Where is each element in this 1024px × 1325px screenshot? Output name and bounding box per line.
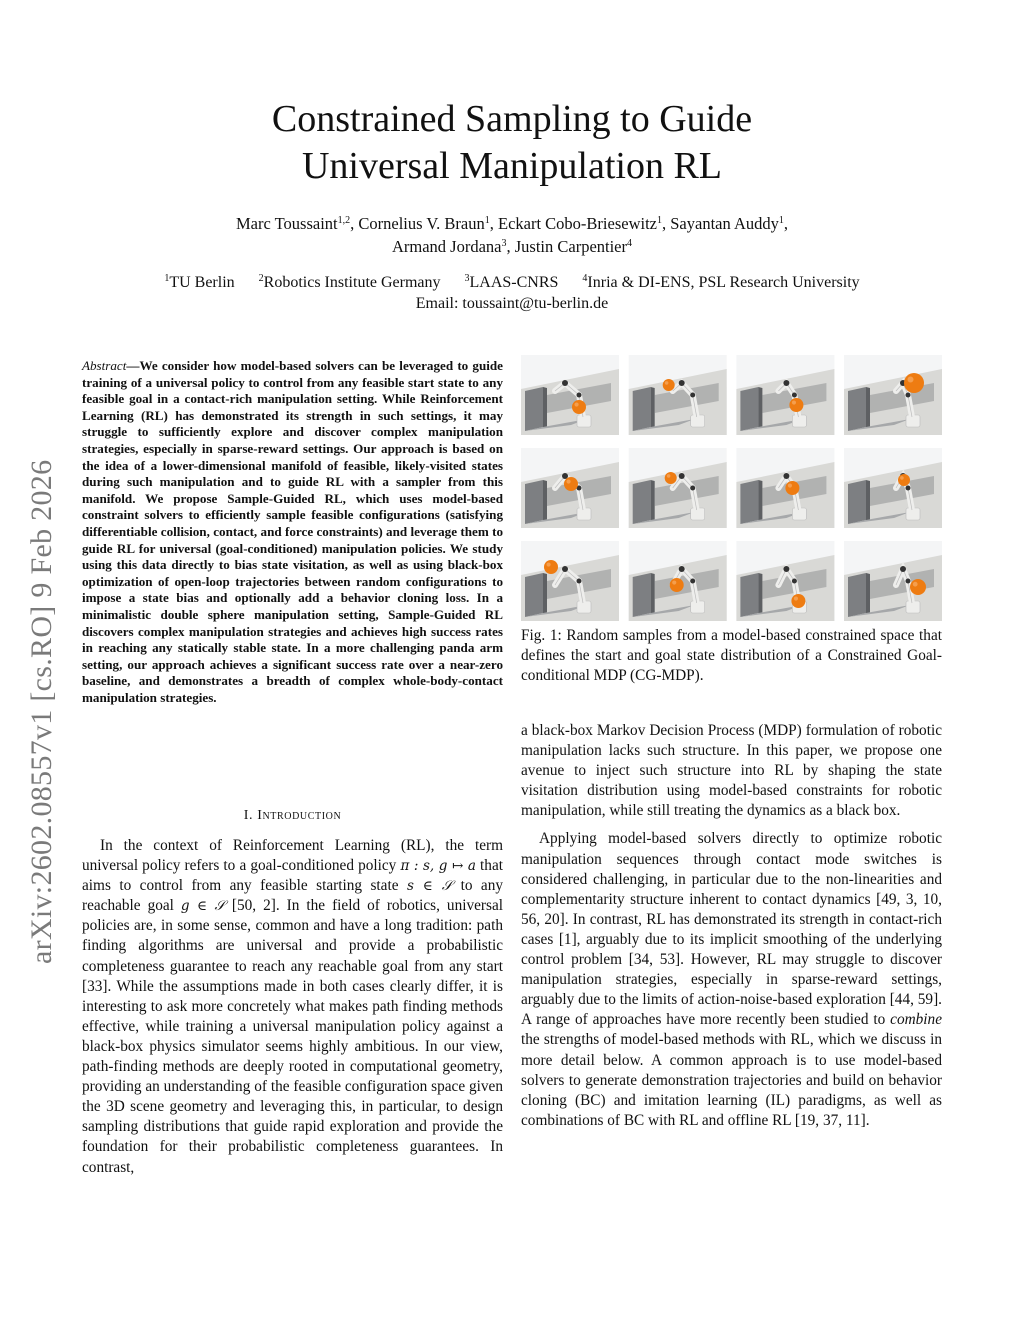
author-sep: , — [783, 214, 788, 233]
section-heading — [82, 808, 503, 824]
section-number: I. — [243, 808, 254, 823]
author-name: Justin Carpentier — [514, 237, 628, 256]
math-start-state: s ∈ 𝒮 — [406, 878, 453, 895]
affiliation-name: Inria & DI-ENS, PSL Research University — [587, 274, 860, 291]
arxiv-identifier: arXiv:2602.08557v1 [cs.RO] 9 Feb 2026 — [25, 459, 58, 964]
author-name: Sayantan Auddy — [670, 214, 779, 233]
affiliation-name: Robotics Institute Germany — [263, 274, 441, 291]
scene-thumbnail — [844, 541, 942, 621]
scene-thumbnail — [629, 448, 727, 528]
paragraph — [521, 829, 942, 1130]
abstract-text: —We consider how model-based solvers can be leveraged to guide training of a universal policy to control from any feasible start state to any feasible goal in a contact-rich manipulation setting. While Reinforcement Learning (RL) has demonstrated its strength in such settings, it may struggle to sufficiently explore and discover complex manipulation strategies, especially in sparse-reward settings. Our approach is based on the idea of a lower-dimensional manifold of feasible, likely-visited states during such manipulation and to guide RL with a sampler from this manifold. We propose Sample-Guided RL, which uses model-based constraint solvers to efficiently sample feasible configurations (satisfying differentiable collision, contact, and force constraints) and leverage them to guide RL for universal (goal-conditioned) manipulation policies. We study using this data directly to bias state visitation, as well as using black-box optimization of open-loop trajectories between random configurations to impose a state bias and optionally add a behavior cloning loss. In a minimalistic double sphere manipulation setting, Sample-Guided RL discovers complex manipulation strategies and achieves high success rates in reaching any statically stable state. In a more challenging panda arm setting, our approach achieves a significant success rate over a near-zero baseline, and demonstrates a breadth of complex whole-body-contact manipulation strategies. — [82, 358, 503, 705]
text-run: that aims to control from any feasible starting state — [82, 857, 503, 895]
figure-caption: Fig. 1: Random samples from a model-based constrained space that defines the start and goal state distribution of a Constrained Goal-conditional MDP (CG-MDP). — [521, 627, 942, 685]
scene-thumbnail — [736, 448, 834, 528]
text-run: the strengths of model-based methods with RL, which we discuss in more detail below. A common approach is to use model-based solvers to generate demonstration trajectories and build on behavior cloning (BC) and imitation learning (IL) paradigms, as well as combinations of BC with RL and offline RL [19, 37, 11]. — [521, 1031, 942, 1129]
emphasis: combine — [890, 1011, 942, 1029]
author-name: Armand Jordana — [391, 237, 502, 256]
math-policy: π : s, g ↦ a — [400, 858, 476, 875]
author-sep: , — [489, 214, 498, 233]
affiliation-name: LAAS-CNRS — [469, 274, 559, 291]
scene-thumbnail — [521, 355, 619, 435]
author-sep: , — [350, 214, 359, 233]
affiliations — [60, 272, 964, 293]
affiliation-mark: 1 — [164, 273, 170, 284]
intro-paragraph — [82, 836, 503, 1178]
scene-thumbnail — [629, 355, 727, 435]
author-affil-mark: 3 — [501, 238, 507, 249]
abstract-lead: Abstract — [82, 358, 127, 373]
affiliation-mark: 3 — [464, 273, 470, 284]
scene-thumbnail — [521, 541, 619, 621]
scene-thumbnail — [736, 541, 834, 621]
paragraph: a black-box Markov Decision Process (MDP) formulation of robotic manipulation lacks such structure. In this paper, we propose one avenue to inject such structure into RL by shaping the state visitation distribution using model-based constraints for robotic manipulation, while still treating the dynamics as a black box. — [521, 722, 942, 820]
scene-thumbnail — [521, 448, 619, 528]
affiliation-mark: 4 — [582, 273, 588, 284]
author-list — [100, 212, 924, 258]
text-run: In the context of Reinforcement Learning (RL), the term universal policy refers to a goal-conditioned policy — [82, 837, 503, 875]
author-affil-mark: 1 — [484, 215, 490, 226]
scene-thumbnail — [844, 448, 942, 528]
affiliation — [582, 274, 859, 291]
right-column-text — [521, 721, 942, 1131]
math-goal: g ∈ 𝒮 — [180, 898, 225, 915]
scene-thumbnail — [844, 355, 942, 435]
affiliation — [164, 274, 234, 291]
affiliation — [259, 274, 441, 291]
author-affil-mark: 1 — [778, 215, 784, 226]
text-run: to any reachable goal — [82, 877, 504, 915]
author-affil-mark: 4 — [627, 238, 633, 249]
affiliation-name: TU Berlin — [169, 274, 235, 291]
scene-thumbnail — [629, 541, 727, 621]
title-line-1: Constrained Sampling to Guide — [271, 98, 753, 140]
author-sep: , — [506, 237, 515, 256]
affiliation — [465, 274, 559, 291]
section-title: Introduction — [257, 808, 342, 823]
paper-title — [0, 96, 1024, 190]
scene-thumbnail — [736, 355, 834, 435]
abstract — [82, 358, 503, 706]
figure-robot-samples — [521, 355, 942, 621]
author-name: Eckart Cobo-Briesewitz — [498, 214, 657, 233]
title-line-2: Universal Manipulation RL — [301, 145, 723, 187]
author-name: Marc Toussaint — [235, 214, 338, 233]
text-run: [50, 2]. In the field of robotics, universal policies are, in some sense, common and have a long tradition: path finding algorithms are universal and provide a probabilistic completeness guarantee to reach any reachable goal from any start [33]. While the assumptions made in both cases clearly differ, it is interesting to ask more concretely what makes path finding methods effective, while training a universal manipulation policy against a black-box physics simulator seems highly ambitious. In our view, path-finding methods are deeply rooted in computational geometry, providing an understanding of the feasible configuration space given the 3D scene geometry and leveraging this, in particular, to design sampling distributions that guide rapid exploration and provide the foundation for their probabilistic completeness guarantees. In contrast, — [82, 897, 503, 1176]
author-affil-mark: 1 — [657, 215, 662, 226]
author-sep: , — [662, 214, 671, 233]
text-run: Applying model-based solvers directly to optimize robotic manipulation sequences through contact mode switches is considered challenging, in particular due to the non-linearities and complementarity structure inherent to contact dynamics [49, 3, 10, 56, 20]. In contrast, RL has demonstrated its strength in contact-rich cases [1], arguably due to its implicit smoothing of the underlying control problem [34, 53]. However, RL may struggle to discover manipulation strategies, especially in sparse-reward settings, arguably due to the limits of action-noise-based exploration [44, 59]. A range of approaches have more recently been studied to — [521, 830, 942, 1029]
author-name: Cornelius V. Braun — [358, 214, 485, 233]
author-affil-mark: 1,2 — [337, 215, 351, 226]
affiliation-mark: 2 — [258, 273, 264, 284]
contact-email[interactable]: Email: toussaint@tu-berlin.de — [415, 295, 609, 312]
introduction-text — [82, 836, 503, 1178]
